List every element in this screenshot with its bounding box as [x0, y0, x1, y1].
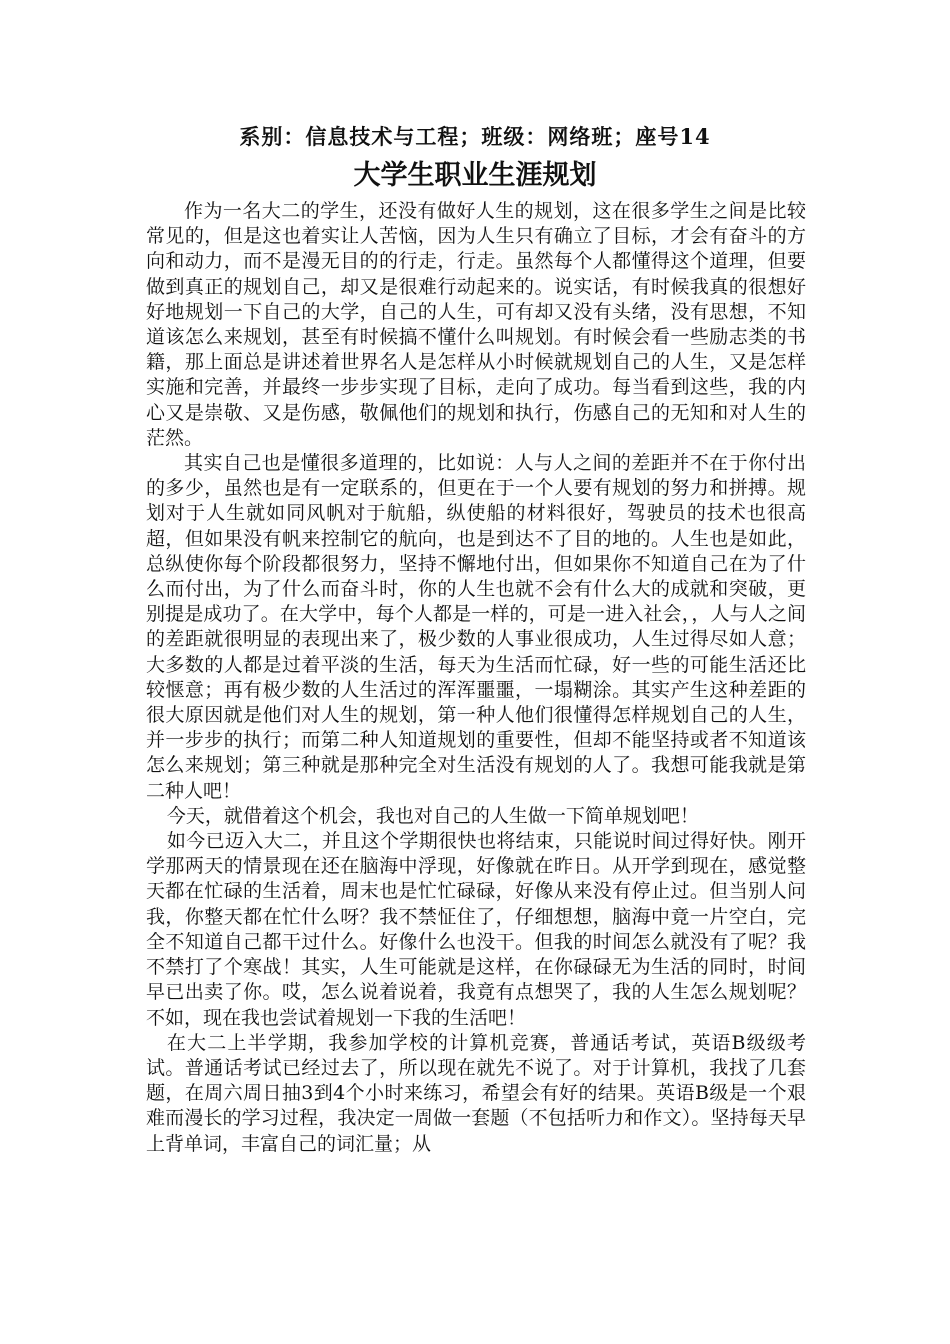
paragraph: 其实自己也是懂很多道理的，比如说：人与人之间的差距并不在于你付出的多少，虽然也是有一定联系的，但更在于一个人要有规划的努力和拼搏。规划对于人生就如同风帆对于航船，纵使船的材料很好，驾驶员的技术也很高超，但如果没有帆来控制它的航向，也是到达不了目的地的。人生也是如此，总纵使你每个阶段都很努力，坚持不懈地付出，但如果你不知道自己在为了什么而付出，为了什么而奋斗时，你的人生也就不会有什么大的成就和突破，更别提是成功了。在大学中，每个人都是一样的，可是一进入社会，，人与人之间的差距就很明显的表现出来了，极少数的人事业很成功，人生过得尽如人意；大多数的人都是过着平淡的生活，每天为生活而忙碌，好一些的可能生活还比较惬意；再有极少数的人生活过的浑浑噩噩，一塌糊涂。其实产生这种差距的很大原因就是他们对人生的规划，第一种人他们很懂得怎样规划自己的人生，并一步步的执行；而第二种人知道规划的重要性，但却不能坚持或者不知道该怎么来规划；第三种就是那种完全对生活没有规划的人了。我想可能我就是第二种人吧！	[146, 452, 806, 802]
document-title: 大学生职业生涯规划	[353, 160, 597, 191]
paragraph: 今天，就借着这个机会，我也对自己的人生做一下简单规划吧！	[166, 804, 699, 827]
paragraph: 在大二上半学期，我参加学校的计算机竞赛，普通话考试，英语B级级考试。普通话考试已经过去了，所以现在就先不说了。对于计算机，我找了几套题，在周六周日抽3到4个小时来练习，希望会有好的结果。英语B级是一个艰难而漫长的学习过程，我决定一周做一套题（不包括听力和作文）。坚持每天早上背单词，丰富自己的词汇量；从	[146, 1031, 806, 1155]
paragraph: 如今已迈入大二，并且这个学期很快也将结束，只能说时间过得好快。刚开学那两天的情景现在还在脑海中浮现，好像就在昨日。从开学到现在，感觉整天都在忙碌的生活着，周末也是忙忙碌碌，好像从来没有停止过。但当别人问我，你整天都在忙什么呀？我不禁怔住了，仔细想想，脑海中竟一片空白，完全不知道自己都干过什么。好像什么也没干。但我的时间怎么就没有了呢？我不禁打了个寒战！其实，人生可能就是这样，在你碌碌无为生活的同时，时间早已出卖了你。哎，怎么说着说着，我竟有点想哭了，我的人生怎么规划呢？不如，现在我也尝试着规划一下我的生活吧！	[146, 830, 806, 1029]
class-info-line: 系别：信息技术与工程；班级：网络班；座号14	[239, 124, 711, 149]
document-body	[146, 199, 806, 1157]
paragraph: 作为一名大二的学生，还没有做好人生的规划，这在很多学生之间是比较常见的，但是这也着实让人苦恼，因为人生只有确立了目标，才会有奋斗的方向和动力，而不是漫无目的的行走，行走。虽然每个人都懂得这个道理，但要做到真正的规划自己，却又是很难行动起来的。说实话，有时候我真的很想好好地规划一下自己的大学，自己的人生，可有却又没有头绪，没有思想，不知道该怎么来规划，甚至有时候搞不懂什么叫规划。有时候会看一些励志类的书籍，那上面总是讲述着世界名人是怎样从小时候就规划自己的人生，又是怎样实施和完善，并最终一步步实现了目标，走向了成功。每当看到这些，我的内心又是崇敬、又是伤感，敬佩他们的规划和执行，伤感自己的无知和对人生的茫然。	[146, 200, 806, 449]
